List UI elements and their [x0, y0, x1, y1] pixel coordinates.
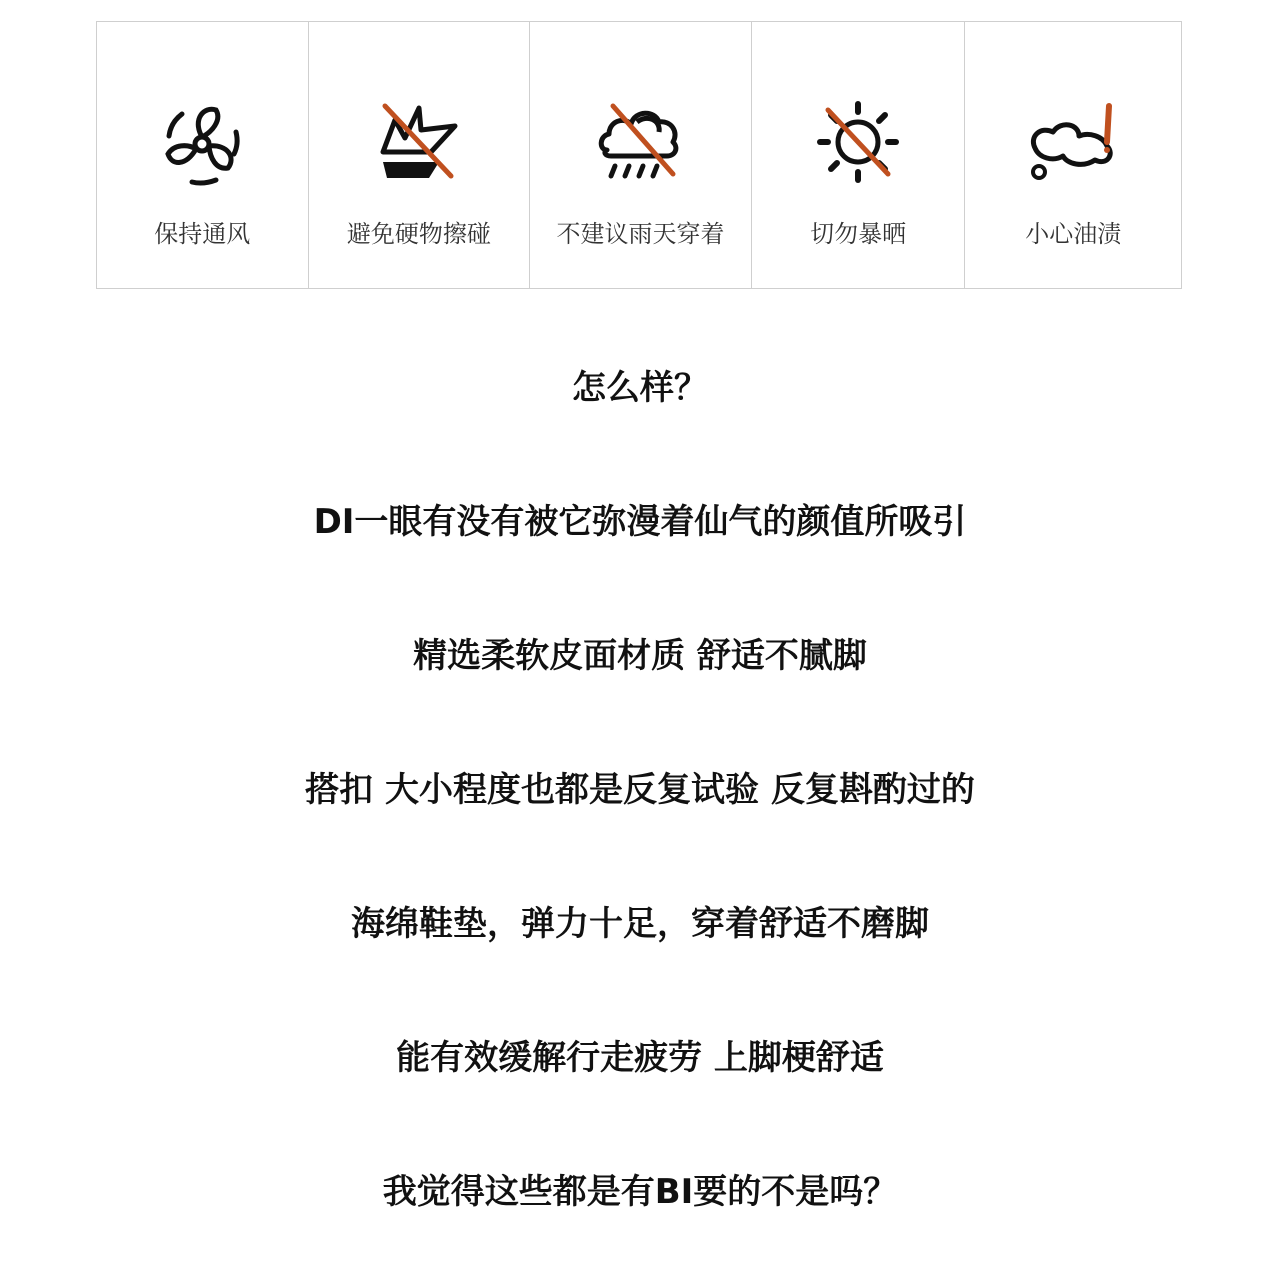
care-label: 保持通风 [154, 220, 251, 248]
text-line-2: DI一眼有没有被它弥漫着仙气的颜值所吸引 [313, 502, 967, 542]
fan-icon [152, 94, 252, 194]
care-cell-oil [965, 22, 1181, 288]
no-hard-object-icon [369, 94, 469, 194]
care-label: 不建议雨天穿着 [556, 220, 725, 248]
care-cell-rain [530, 22, 752, 288]
text-line-6: 能有效缓解行走疲劳 上脚梗舒适 [396, 1038, 884, 1078]
care-label: 小心油渍 [1025, 220, 1122, 248]
no-rain-icon [591, 94, 691, 194]
care-label: 切勿暴晒 [810, 220, 907, 248]
text-line-1: 怎么样？ [572, 368, 708, 408]
text-line-4: 搭扣 大小程度也都是反复试验 反复斟酌过的 [305, 770, 975, 810]
care-label: 避免硬物擦碰 [346, 220, 491, 248]
text-line-3: 精选柔软皮面材质 舒适不腻脚 [413, 636, 867, 676]
care-cell-hard-object [309, 22, 531, 288]
oil-stain-icon [1023, 94, 1123, 194]
care-cell-ventilation [97, 22, 309, 288]
text-line-5: 海绵鞋垫，弹力十足，穿着舒适不磨脚 [351, 904, 929, 944]
no-sun-icon [808, 94, 908, 194]
care-cell-sun [752, 22, 966, 288]
text-line-7: 我觉得这些都是有BI要的不是吗？ [382, 1172, 898, 1212]
care-instructions-table [96, 21, 1182, 289]
